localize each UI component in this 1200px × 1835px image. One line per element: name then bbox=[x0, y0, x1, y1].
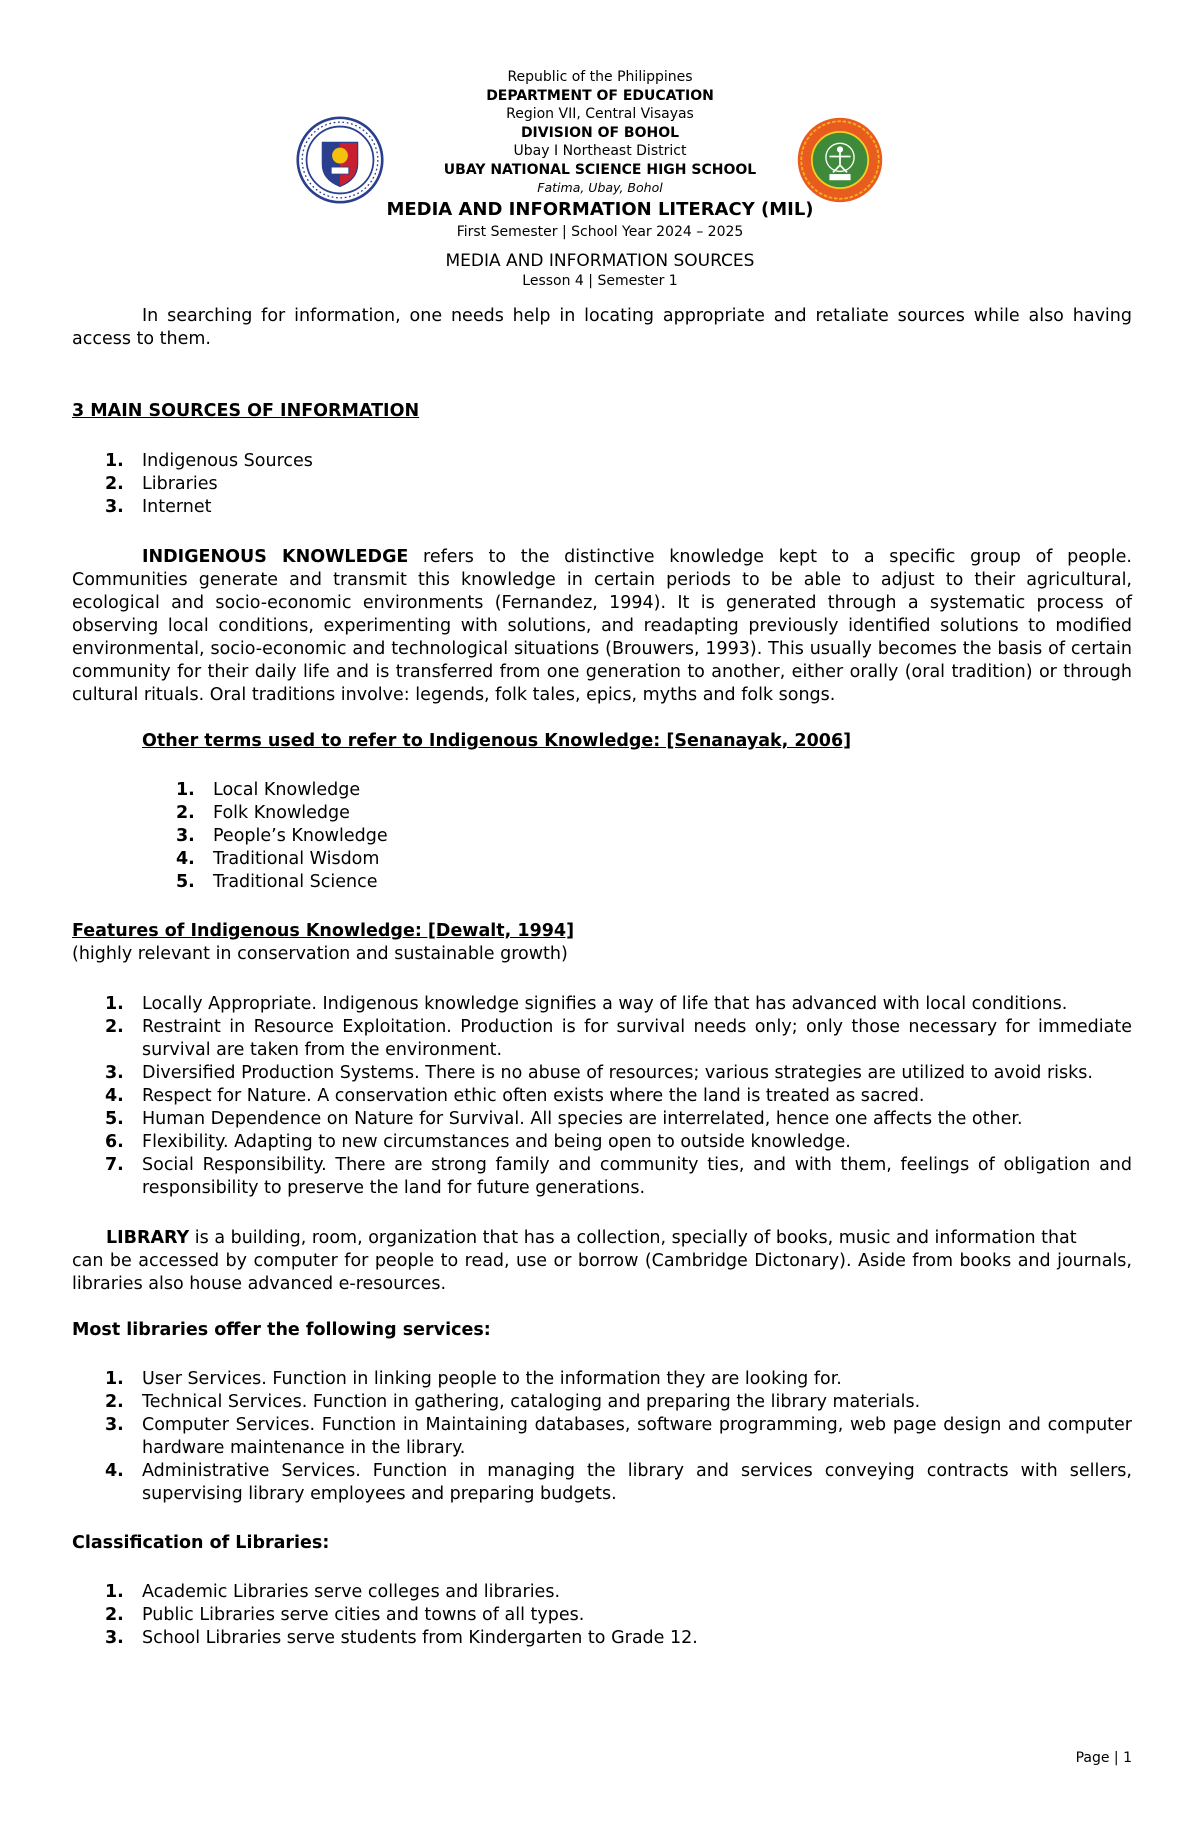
header-district: Ubay I Northeast District bbox=[513, 143, 687, 159]
list-item-text: Libraries bbox=[142, 474, 218, 494]
list-item bbox=[72, 1131, 1132, 1154]
list-item-text: Flexibility. Adapting to new circumstances and being open to outside knowledge. bbox=[142, 1132, 851, 1152]
list-item bbox=[72, 450, 1132, 473]
list-item-text: Folk Knowledge bbox=[213, 803, 350, 823]
list-item-text: Technical Services. Function in gathering, cataloging and preparing the library materials. bbox=[142, 1392, 921, 1412]
list-number: 3. bbox=[105, 497, 124, 517]
list-number: 3. bbox=[105, 1628, 124, 1648]
library-paragraph-2: can be accessed by computer for people to read, use or borrow (Cambridge Dictonary). Aside from books and journals, libraries also house advanced e-resources. bbox=[72, 1251, 1132, 1294]
list-number: 4. bbox=[105, 1461, 124, 1481]
features-title: Features of Indigenous Knowledge: [Dewalt, 1994] bbox=[72, 921, 575, 941]
list-number: 2. bbox=[105, 474, 124, 494]
list-number: 1. bbox=[176, 780, 195, 800]
header-republic: Republic of the Philippines bbox=[507, 69, 693, 85]
classification-list bbox=[72, 1581, 1132, 1650]
list-number: 2. bbox=[105, 1017, 124, 1037]
header-department: DEPARTMENT OF EDUCATION bbox=[486, 87, 714, 104]
header-school: UBAY NATIONAL SCIENCE HIGH SCHOOL bbox=[443, 161, 757, 178]
header-course-title: MEDIA AND INFORMATION LITERACY (MIL) bbox=[386, 198, 814, 220]
list-item bbox=[72, 1085, 1132, 1108]
list-item-text: Administrative Services. Function in managing the library and services conveying contracts with sellers, supervising library employees and preparing budgets. bbox=[142, 1461, 1132, 1504]
list-number: 4. bbox=[105, 1086, 124, 1106]
list-item-text: Restraint in Resource Exploitation. Production is for survival needs only; only those necessary for immediate survival are taken from the environment. bbox=[142, 1017, 1132, 1060]
list-item-text: Internet bbox=[142, 497, 212, 517]
other-terms-title: Other terms used to refer to Indigenous Knowledge: [Senanayak, 2006] bbox=[142, 731, 852, 751]
main-sources-list bbox=[72, 450, 1132, 519]
list-item bbox=[72, 993, 1132, 1016]
list-number: 2. bbox=[105, 1392, 124, 1412]
list-number: 6. bbox=[105, 1132, 124, 1152]
list-number: 5. bbox=[105, 1109, 124, 1129]
list-number: 4. bbox=[176, 849, 195, 869]
list-number: 2. bbox=[176, 803, 195, 823]
list-item bbox=[72, 473, 1132, 496]
list-number: 1. bbox=[105, 451, 124, 471]
list-item bbox=[72, 802, 1132, 825]
list-item-text: Human Dependence on Nature for Survival. All species are interrelated, hence one affects the other. bbox=[142, 1109, 1023, 1129]
list-number: 1. bbox=[105, 1582, 124, 1602]
list-item bbox=[72, 1414, 1132, 1460]
list-number: 7. bbox=[105, 1155, 124, 1175]
list-item-text: Social Responsibility. There are strong family and community ties, and with them, feelings of obligation and responsibility to preserve the land for future generations. bbox=[142, 1155, 1132, 1198]
list-item-text: User Services. Function in linking people to the information they are looking for. bbox=[142, 1369, 842, 1389]
list-item bbox=[72, 1604, 1132, 1627]
library-text-1: is a building, room, organization that has a collection, specially of books, music and information that bbox=[189, 1228, 1077, 1248]
list-item-text: Local Knowledge bbox=[213, 780, 361, 800]
header-lesson: Lesson 4 | Semester 1 bbox=[522, 273, 678, 289]
services-title: Most libraries offer the following services: bbox=[72, 1320, 491, 1340]
list-item-text: Locally Appropriate. Indigenous knowledge signifies a way of life that has advanced with local conditions. bbox=[142, 994, 1068, 1014]
list-item bbox=[72, 1108, 1132, 1131]
list-item-text: Traditional Wisdom bbox=[213, 849, 380, 869]
list-item-text: School Libraries serve students from Kindergarten to Grade 12. bbox=[142, 1628, 698, 1648]
list-item bbox=[72, 1062, 1132, 1085]
list-item bbox=[72, 871, 1132, 894]
list-item-text: Computer Services. Function in Maintaining databases, software programming, web page design and computer hardware maintenance in the library. bbox=[142, 1415, 1132, 1458]
list-item bbox=[72, 1154, 1132, 1200]
list-item bbox=[72, 848, 1132, 871]
list-item-text: Traditional Science bbox=[213, 872, 378, 892]
list-item bbox=[72, 1391, 1132, 1414]
list-item-text: Public Libraries serve cities and towns of all types. bbox=[142, 1605, 585, 1625]
list-item-text: Indigenous Sources bbox=[142, 451, 313, 471]
list-number: 1. bbox=[105, 994, 124, 1014]
list-number: 3. bbox=[105, 1415, 124, 1435]
list-item bbox=[72, 825, 1132, 848]
list-item bbox=[72, 779, 1132, 802]
library-term: LIBRARY bbox=[106, 1228, 190, 1248]
header-semester: First Semester | School Year 2024 – 2025 bbox=[456, 223, 744, 240]
list-item bbox=[72, 1581, 1132, 1604]
header-region: Region VII, Central Visayas bbox=[506, 106, 694, 122]
list-item bbox=[72, 1368, 1132, 1391]
page-number: Page | 1 bbox=[1075, 1750, 1132, 1766]
list-item-text: Diversified Production Systems. There is no abuse of resources; various strategies are utilized to avoid risks. bbox=[142, 1063, 1093, 1083]
list-number: 3. bbox=[176, 826, 195, 846]
features-subtitle: (highly relevant in conservation and sustainable growth) bbox=[72, 944, 568, 964]
indigenous-term: INDIGENOUS KNOWLEDGE bbox=[142, 547, 409, 567]
list-number: 3. bbox=[105, 1063, 124, 1083]
header-division: DIVISION OF BOHOL bbox=[520, 124, 680, 141]
list-item-text: Respect for Nature. A conservation ethic often exists where the land is treated as sacred. bbox=[142, 1086, 925, 1106]
indigenous-paragraph bbox=[72, 546, 1132, 707]
header-address: Fatima, Ubay, Bohol bbox=[537, 180, 663, 195]
list-item-text: People’s Knowledge bbox=[213, 826, 388, 846]
list-number: 1. bbox=[105, 1369, 124, 1389]
document-header bbox=[0, 68, 1200, 291]
main-sources-title: 3 MAIN SOURCES OF INFORMATION bbox=[72, 401, 420, 421]
list-item bbox=[72, 1460, 1132, 1506]
header-topic: MEDIA AND INFORMATION SOURCES bbox=[445, 251, 755, 271]
list-item-text: Academic Libraries serve colleges and libraries. bbox=[142, 1582, 561, 1602]
intro-paragraph: In searching for information, one needs help in locating appropriate and retaliate sources while also having access to them. bbox=[72, 306, 1132, 349]
list-item bbox=[72, 1016, 1132, 1062]
list-number: 5. bbox=[176, 872, 195, 892]
document-body bbox=[72, 305, 1132, 1650]
features-list bbox=[72, 993, 1132, 1200]
list-item bbox=[72, 496, 1132, 519]
other-terms-list bbox=[72, 779, 1132, 894]
list-number: 2. bbox=[105, 1605, 124, 1625]
classification-title: Classification of Libraries: bbox=[72, 1533, 330, 1553]
list-item bbox=[72, 1627, 1132, 1650]
services-list bbox=[72, 1368, 1132, 1506]
indigenous-text: refers to the distinctive knowledge kept to a specific group of people. Communities generate and transmit this knowledge in certain periods to be able to adjust to their agricultural, ecological and socio-economic environments (Fernandez, 1994). It is generated through a systematic process of observing local conditions, experimenting with solutions, and readapting previously identified solutions to modified environmental, socio-economic and technological situations (Brouwers, 1993). This usually becomes the basis of certain community for their daily life and is transferred from one generation to another, either orally (oral tradition) or through cultural rituals. Oral traditions involve: legends, folk tales, epics, myths and folk songs. bbox=[72, 547, 1132, 705]
library-paragraph-1 bbox=[72, 1227, 1132, 1250]
